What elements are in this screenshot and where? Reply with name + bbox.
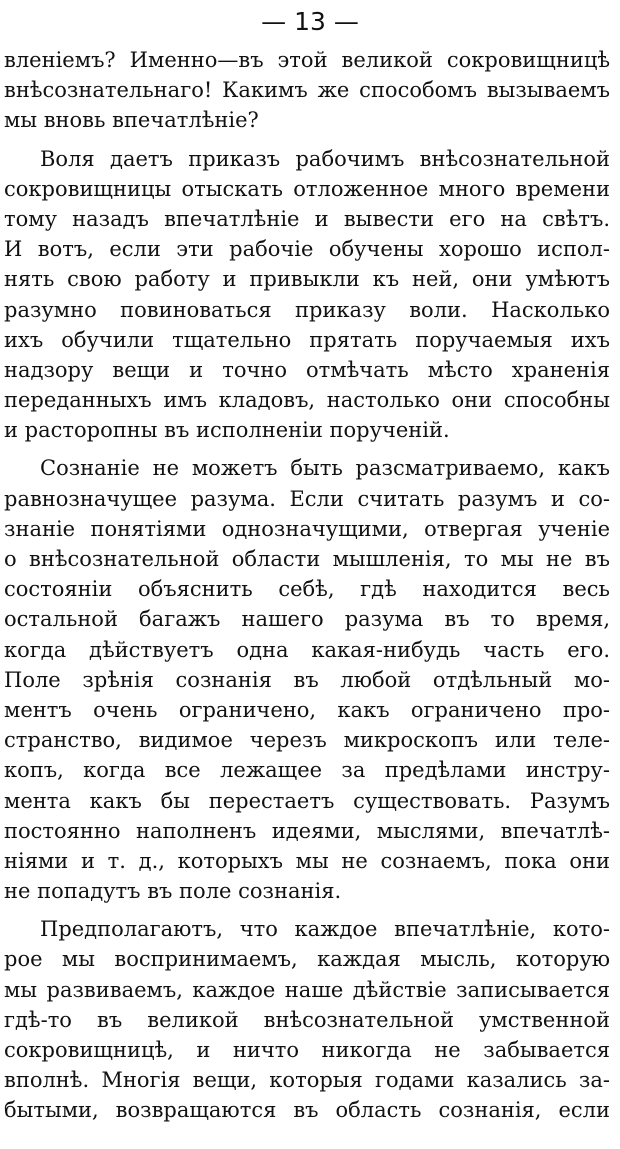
text-line: мы развиваемъ, каждое наше дѣйствіе записывается: [4, 977, 610, 1002]
text-line: ментъ очень ограничено, какъ ограничено про-: [4, 697, 610, 722]
paragraph-1: [0, 45, 620, 136]
text-line: надзору вещи и точно отмѣчать мѣсто храненія: [4, 357, 610, 382]
text-line: о внѣсознательной области мышленія, то мы не въ: [4, 547, 610, 571]
paragraph-2: [0, 144, 620, 446]
text-line: постоянно наполненъ идеями, мыслями, впечатлѣ-: [4, 818, 610, 843]
text-line: ихъ обучили тщательно прятать поручаемыя ихъ: [4, 327, 610, 352]
text-line: внѣсознательнаго! Какимъ же способомъ вызываемъ: [4, 78, 610, 103]
text-line: состояніи объяснить себѣ, гдѣ находится весь: [4, 577, 610, 602]
text-line: копъ, когда все лежащее за предѣлами инстру-: [4, 758, 610, 783]
text-line: Воля даетъ приказъ рабочимъ внѣсознательной: [40, 146, 610, 171]
text-line: гдѣ-то въ великой внѣсознательной умственной: [4, 1007, 610, 1032]
page-number: — 13 —: [261, 7, 359, 36]
body-text: [0, 45, 620, 1126]
text-line: знаніе понятіями однозначущими, отвергая ученіе: [4, 516, 610, 541]
text-line: сокровищницѣ, и ничто никогда не забывается: [4, 1038, 610, 1062]
text-line: когда дѣйствуетъ одна какая-нибудь часть его.: [4, 637, 610, 662]
text-line: вполнѣ. Многія вещи, которыя годами казались за-: [4, 1068, 610, 1093]
text-line: нять свою работу и привыкли къ ней, они умѣютъ: [4, 267, 610, 292]
text-line: и расторопны въ исполненіи порученій.: [4, 418, 450, 443]
text-line: остальной багажъ нашего разума въ то время,: [4, 607, 610, 632]
paragraph-3: [0, 453, 620, 906]
text-line: И вотъ, если эти рабочіе обучены хорошо испол-: [4, 237, 610, 262]
text-line: вленіемъ? Именно—въ этой великой сокровищницѣ: [4, 48, 610, 72]
text-line: мента какъ бы перестаетъ существовать. Разумъ: [4, 788, 610, 813]
text-line: Сознаніе не можетъ быть разсматриваемо, какъ: [40, 456, 610, 481]
text-line: ніями и т. д., которыхъ мы не сознаемъ, пока они: [4, 848, 610, 873]
text-line: сокровищницы отыскать отложенное много времени: [4, 176, 610, 201]
text-line: Предполагаютъ, что каждое впечатлѣніе, кото-: [40, 917, 610, 942]
text-line: переданныхъ имъ кладовъ, настолько они способны: [4, 388, 610, 413]
text-line: бытыми, возвращаются въ область сознанія, если: [4, 1098, 610, 1123]
text-line: равнозначущее разума. Если считать разумъ и со-: [4, 486, 610, 511]
text-line: Поле зрѣнія сознанія въ любой отдѣльный мо-: [4, 667, 610, 692]
text-line: разумно повиноваться приказу воли. Насколько: [4, 297, 610, 322]
text-line: мы вновь впечатлѣніе?: [4, 108, 259, 133]
text-line: не попадутъ въ поле сознанія.: [4, 879, 342, 904]
paragraph-4: [0, 914, 620, 1125]
text-line: рое мы воспринимаемъ, каждая мысль, которую: [4, 947, 610, 972]
text-line: тому назадъ впечатлѣніе и вывести его на свѣтъ.: [4, 206, 610, 231]
text-line: странство, видимое черезъ микроскопъ или теле-: [4, 728, 610, 753]
